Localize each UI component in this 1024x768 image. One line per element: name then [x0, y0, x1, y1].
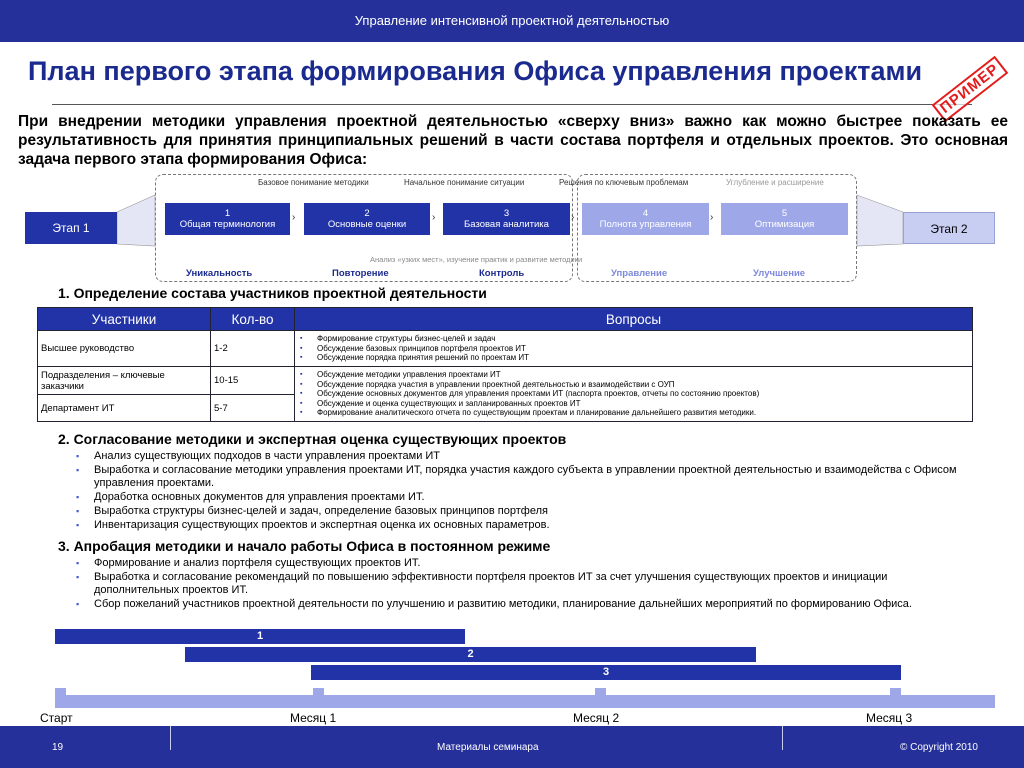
count-cell: 1-2	[211, 331, 295, 367]
section2-heading: 2. Согласование методики и экспертная оценка существующих проектов	[58, 431, 567, 447]
header-bar	[0, 0, 1024, 42]
count-cell: 5-7	[211, 395, 295, 422]
questions-cell	[295, 367, 973, 422]
bottom-label-4: Управление	[611, 268, 668, 279]
arrow-right-icon: ›	[571, 212, 575, 223]
phase-2-number: 2	[364, 208, 370, 219]
section2-list	[72, 450, 962, 533]
arrow-right-icon: ›	[432, 212, 436, 223]
timeline-label-month3: Месяц 3	[866, 711, 913, 725]
phase-2-name: Основные оценки	[327, 219, 407, 230]
list-item: ▪ Инвентаризация существующих проектов и экспертная оценка их основных параметров.	[72, 519, 962, 532]
timeline-bar	[55, 695, 995, 708]
gantt-bar-1: 1	[55, 629, 465, 644]
bottom-label-1: Уникальность	[186, 268, 253, 279]
question-item: ▪ Формирование структуры бизнес-целей и задач	[298, 334, 969, 344]
participant-cell: Департамент ИТ	[38, 395, 211, 422]
bottom-label-2: Повторение	[332, 268, 389, 279]
intro-paragraph: При внедрении методики управления проектной деятельностью «сверху вниз» важно как можно быстрее показать ее результативность для принятия принципиальных решений в части состава портфеля и отдельных проектов. Это основная задача первого этапа формирования Офиса:	[18, 113, 1008, 168]
analysis-note: Анализ «узких мест», изучение практик и развитие методики	[370, 255, 583, 264]
list-item: ▪ Анализ существующих подходов в части управления проектами ИТ	[72, 450, 962, 463]
table-header-row	[38, 308, 973, 331]
phase-3-box	[443, 203, 570, 235]
list-item: ▪ Выработка структуры бизнес-целей и задач, определение базовых принципов портфеля	[72, 505, 962, 518]
timeline-tick	[55, 688, 66, 697]
footer-copyright: © Copyright 2010	[900, 742, 978, 753]
count-cell: 10-15	[211, 367, 295, 395]
list-item: ▪ Выработка и согласование рекомендаций по повышению эффективности портфеля проектов ИТ за счет улучшения существующих проектов и инициации дополнительных проектов ИТ.	[72, 571, 962, 597]
phase-5-number: 5	[781, 208, 788, 219]
phase-4-name: Полнота управления	[599, 219, 692, 230]
section3-list	[72, 557, 962, 612]
arrow-right-icon: ›	[292, 212, 296, 223]
stage1-connector	[117, 195, 155, 246]
timeline-label-start: Старт	[40, 711, 73, 725]
timeline-tick	[890, 688, 901, 697]
list-item: ▪ Сбор пожеланий участников проектной деятельности по улучшению и развитию методики, планирование дальнейших мероприятий по формированию Офиса.	[72, 598, 962, 611]
participant-cell: Подразделения – ключевые заказчики	[38, 367, 211, 395]
participant-cell: Высшее руководство	[38, 331, 211, 367]
participants-table	[37, 307, 973, 422]
phase-4-number: 4	[642, 208, 649, 219]
table-row	[38, 367, 973, 395]
phase-3-name: Базовая аналитика	[464, 219, 549, 230]
col-participants: Участники	[38, 308, 211, 331]
top-label-4: Углубление и расширение	[726, 178, 824, 187]
phase-3-number: 3	[503, 208, 510, 219]
question-item: ▪ Обсуждение базовых принципов портфеля проектов ИТ	[298, 344, 969, 354]
footer-center: Материалы семинара	[437, 742, 539, 753]
list-item: ▪ Выработка и согласование методики управления проектами ИТ, порядка участия каждого субъекта в управлении проектной деятельностью и взаимодейства с Офисом управления проектами.	[72, 464, 962, 490]
list-item: ▪ Доработка основных документов для управления проектами ИТ.	[72, 491, 962, 504]
arrow-right-icon: ›	[710, 212, 714, 223]
phase-1-name: Общая терминология	[179, 219, 276, 230]
bottom-label-3: Контроль	[479, 268, 525, 279]
question-item: ▪ Обсуждение методики управления проектами ИТ	[298, 370, 969, 380]
top-label-2: Начальное понимание ситуации	[404, 178, 525, 187]
question-item: ▪ Обсуждение основных документов для управления проектами ИТ (паспорта проектов, отчеты по состоянию проектов)	[298, 389, 969, 399]
section1-heading: 1. Определение состава участников проектной деятельности	[58, 285, 487, 301]
bottom-label-5: Улучшение	[753, 268, 806, 279]
timeline-label-month1: Месяц 1	[290, 711, 337, 725]
example-stamp: ПРИМЕР	[932, 56, 1009, 123]
footer-divider	[170, 726, 171, 750]
header-title: Управление интенсивной проектной деятельностью	[354, 13, 670, 28]
phase-1-box	[165, 203, 290, 235]
footer-divider	[782, 726, 783, 750]
timeline-tick	[313, 688, 324, 697]
phase-5-box	[721, 203, 848, 235]
footer-bar	[0, 726, 1024, 768]
timeline-tick	[595, 688, 606, 697]
question-item: ▪ Формирование аналитического отчета по существующим проектам и планирование дальнейшего развития методики.	[298, 408, 969, 418]
phase-4-box	[582, 203, 709, 235]
gantt-bar-3: 3	[311, 665, 901, 680]
table-row	[38, 331, 973, 367]
col-questions: Вопросы	[295, 308, 973, 331]
stage-1-box: Этап 1	[25, 212, 117, 244]
col-count: Кол-во	[211, 308, 295, 331]
questions-cell	[295, 331, 973, 367]
question-item: ▪ Обсуждение порядка участия в управлении проектной деятельностью и взаимодействии с ОУП	[298, 380, 969, 390]
gantt-bar-2: 2	[185, 647, 756, 662]
top-label-1: Базовое понимание методики	[258, 178, 369, 187]
page-number: 19	[52, 742, 64, 753]
title-divider	[52, 104, 972, 105]
question-item: ▪ Обсуждение порядка принятия решений по проектам ИТ	[298, 353, 969, 363]
stage-2-box: Этап 2	[903, 212, 995, 244]
question-item: ▪ Обсуждение и оценка существующих и запланированных проектов ИТ	[298, 399, 969, 409]
list-item: ▪ Формирование и анализ портфеля существующих проектов ИТ.	[72, 557, 962, 570]
section3-heading: 3. Апробация методики и начало работы Офиса в постоянном режиме	[58, 538, 551, 554]
phase-2-box	[304, 203, 430, 235]
stage2-connector	[857, 195, 903, 246]
slide-title: План первого этапа формирования Офиса управления проектами	[28, 56, 923, 86]
top-label-3: Решения по ключевым проблемам	[559, 178, 689, 187]
timeline-label-month2: Месяц 2	[573, 711, 620, 725]
phase-1-number: 1	[224, 208, 231, 219]
phase-5-name: Оптимизация	[754, 219, 815, 230]
